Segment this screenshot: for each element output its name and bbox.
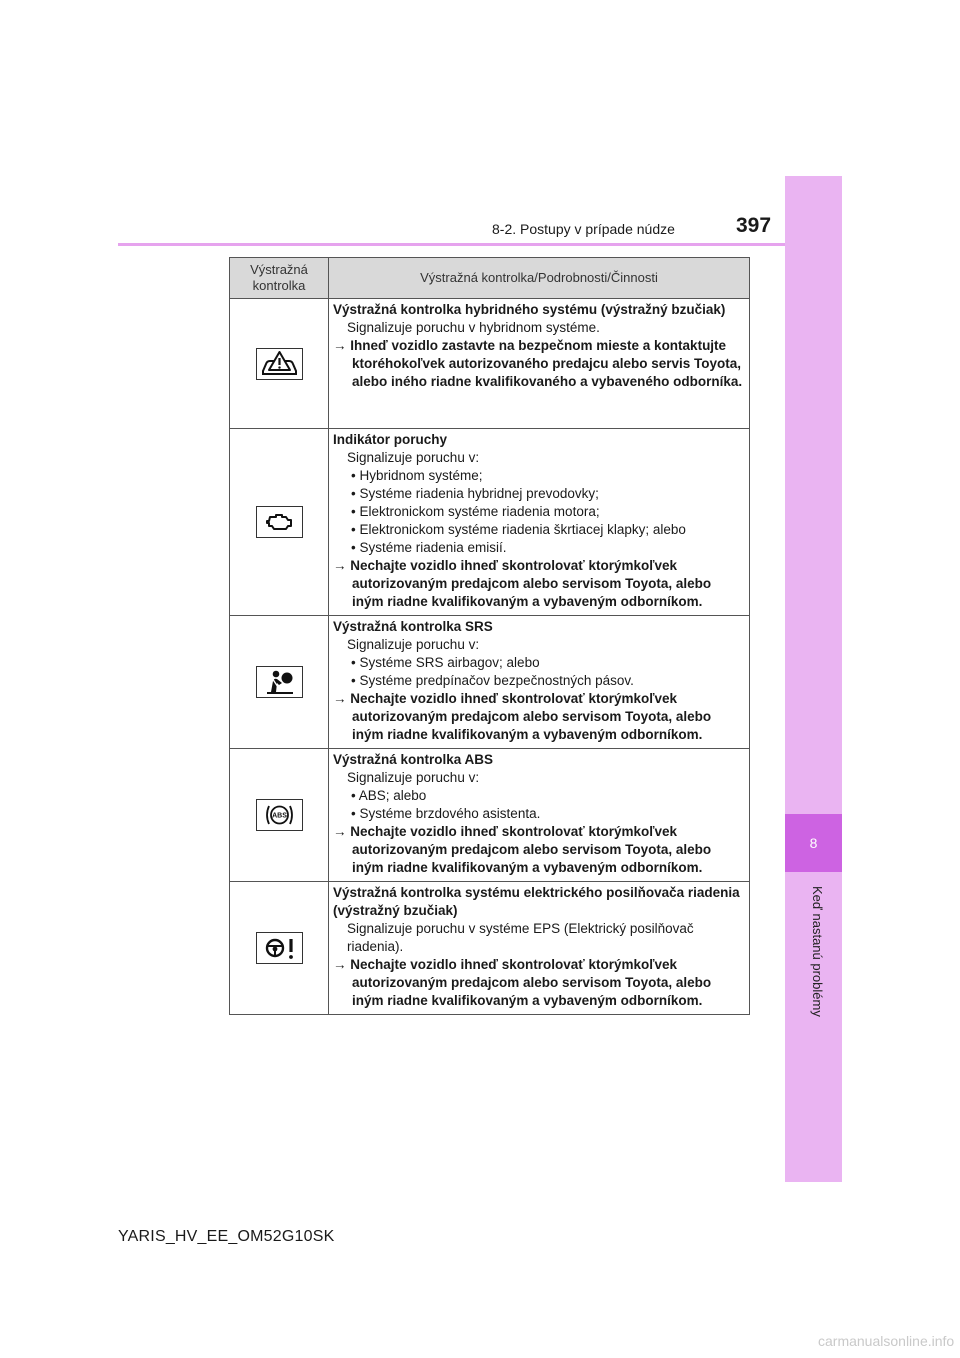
row-action: → Nechajte vozidlo ihneď skontrolovať ktorýmkoľvek autorizovaným predajcom alebo servisom Toyota, alebo iným riadne kvalifikovaným a vybaveným odborníkom. bbox=[333, 691, 712, 742]
list-item: • Elektronickom systéme riadenia motora; bbox=[351, 504, 600, 519]
hybrid-system-warning-icon bbox=[256, 348, 303, 380]
row-title: Výstražná kontrolka ABS bbox=[333, 752, 494, 767]
table-row bbox=[230, 749, 750, 882]
icon-cell bbox=[230, 882, 329, 1015]
table-row bbox=[230, 882, 750, 1015]
row-action: → Ihneď vozidlo zastavte na bezpečnom mieste a kontaktujte ktoréhokoľvek autorizovaného predajcu alebo servis Toyota, alebo iného riadne kvalifikovaného a vybaveného odborníka. bbox=[333, 338, 743, 389]
row-intro: Signalizuje poruchu v: bbox=[347, 637, 480, 652]
list-item: • Systéme predpínačov bezpečnostných pásov. bbox=[351, 673, 634, 688]
row-intro: Signalizuje poruchu v: bbox=[347, 770, 480, 785]
row-intro: Signalizuje poruchu v systéme EPS (Elektrický posilňovač riadenia). bbox=[347, 921, 694, 954]
eps-steering-warning-icon bbox=[256, 932, 303, 964]
row-action: → Nechajte vozidlo ihneď skontrolovať ktorýmkoľvek autorizovaným predajcom alebo servisom Toyota, alebo iným riadne kvalifikovaným a vybaveným odborníkom. bbox=[333, 558, 712, 609]
description-cell bbox=[329, 616, 750, 749]
header-warning-light: Výstražná kontrolka bbox=[230, 258, 329, 299]
icon-cell bbox=[230, 299, 329, 429]
watermark: carmanualsonline.info bbox=[818, 1333, 955, 1349]
chapter-label: Keď nastanú problémy bbox=[810, 886, 825, 1017]
description-cell bbox=[329, 429, 750, 616]
row-action: → Nechajte vozidlo ihneď skontrolovať ktorýmkoľvek autorizovaným predajcom alebo servisom Toyota, alebo iným riadne kvalifikovaným a vybaveným odborníkom. bbox=[333, 957, 712, 1008]
row-action: → Nechajte vozidlo ihneď skontrolovať ktorýmkoľvek autorizovaným predajcom alebo servisom Toyota, alebo iným riadne kvalifikovaným a vybaveným odborníkom. bbox=[333, 824, 712, 875]
page-number: 397 bbox=[736, 214, 772, 237]
icon-cell bbox=[230, 429, 329, 616]
section-title: 8-2. Postupy v prípade núdze bbox=[492, 221, 675, 237]
row-title: Indikátor poruchy bbox=[333, 432, 448, 447]
abs-icon bbox=[256, 799, 303, 831]
header-details: Výstražná kontrolka/Podrobnosti/Činnosti bbox=[329, 258, 750, 299]
list-item: • Systéme brzdového asistenta. bbox=[351, 806, 541, 821]
description-cell bbox=[329, 749, 750, 882]
row-title: Výstražná kontrolka SRS bbox=[333, 619, 493, 634]
icon-cell bbox=[230, 749, 329, 882]
table-row bbox=[230, 616, 750, 749]
list-item: • Systéme riadenia hybridnej prevodovky; bbox=[351, 486, 599, 501]
row-title: Výstražná kontrolka systému elektrického posilňovača riadenia (výstražný bzučiak) bbox=[333, 885, 740, 918]
row-intro: Signalizuje poruchu v: bbox=[347, 450, 480, 465]
description-cell bbox=[329, 299, 750, 429]
list-item: • Systéme SRS airbagov; alebo bbox=[351, 655, 540, 670]
srs-airbag-icon bbox=[256, 666, 303, 698]
description-cell bbox=[329, 882, 750, 1015]
list-item: • Systéme riadenia emisií. bbox=[351, 540, 507, 555]
list-item: • ABS; alebo bbox=[351, 788, 427, 803]
table-row bbox=[230, 429, 750, 616]
document-code: YARIS_HV_EE_OM52G10SK bbox=[118, 1228, 335, 1245]
row-intro: Signalizuje poruchu v hybridnom systéme. bbox=[347, 320, 600, 335]
abs-icon-text: ABS bbox=[271, 812, 287, 820]
list-item: • Elektronickom systéme riadenia škrtiacej klapky; alebo bbox=[351, 522, 686, 537]
list-item: • Hybridnom systéme; bbox=[351, 468, 483, 483]
icon-cell bbox=[230, 616, 329, 749]
warning-lights-table bbox=[229, 257, 750, 1015]
table-header-row bbox=[230, 258, 750, 299]
chapter-side-tab bbox=[785, 176, 842, 1182]
chapter-number: 8 bbox=[785, 814, 842, 872]
check-engine-icon bbox=[256, 506, 303, 538]
row-title: Výstražná kontrolka hybridného systému (výstražný bzučiak) bbox=[333, 302, 726, 317]
header-rule bbox=[118, 243, 785, 246]
table-row bbox=[230, 299, 750, 429]
